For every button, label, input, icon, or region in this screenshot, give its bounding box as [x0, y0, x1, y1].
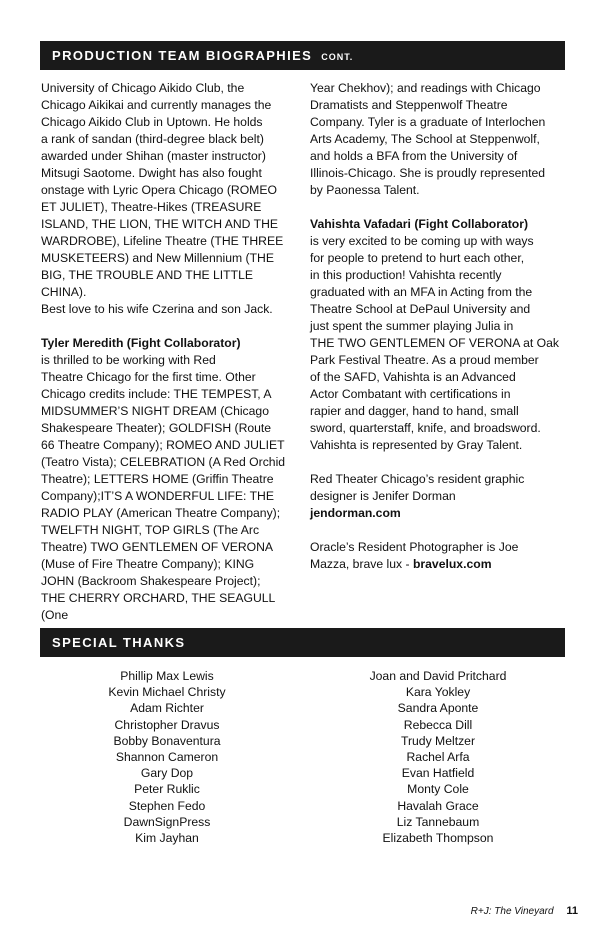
thanks-name: Gary Dop [140, 766, 194, 781]
thanks-name: Stephen Fedo [128, 798, 206, 813]
text-line: 66 Theatre Company); ROMEO AND JULIET [41, 438, 285, 452]
text-line: ISLAND, THE LION, THE WITCH AND THE [41, 217, 279, 231]
bio-name: Vahishta Vafadari (Fight Collaborator) [310, 217, 529, 231]
thanks-name: Adam Richter [130, 701, 204, 716]
text-line: for people to pretend to hurt each other, [310, 251, 525, 265]
designer-website-link[interactable]: jendorman.com [310, 506, 401, 520]
thanks-name: Havalah Grace [397, 798, 479, 813]
text-line [310, 556, 572, 573]
text-line: THE CHERRY ORCHARD, THE SEAGULL (One [41, 591, 275, 622]
text-line: Vahishta is represented by Gray Talent. [310, 438, 523, 452]
text-line: Dramatists and Steppenwolf Theatre [310, 98, 508, 112]
thanks-name: Christopher Dravus [114, 717, 220, 732]
page-footer [471, 905, 578, 917]
text-line: (Muse of Fire Theatre Company); KING [41, 557, 255, 571]
text-line: Arts Academy, The School at Steppenwolf, [310, 132, 540, 146]
bio-dwight [41, 80, 299, 318]
text-line: Theatre School at DePaul University and [310, 302, 531, 316]
thanks-name: Evan Hatfield [401, 766, 475, 781]
thanks-column-right [348, 668, 528, 846]
section-title: SPECIAL THANKS [52, 635, 186, 650]
bio-vahishta [310, 216, 572, 454]
text-line: Oracle’s Resident Photographer is Joe [310, 540, 519, 554]
text-line: ET JULIET), Theatre-Hikes (TREASURE [41, 200, 262, 214]
text-line: just spent the summer playing Julia in [310, 319, 514, 333]
text-line: Best love to his wife Czerina and son Jack. [41, 302, 273, 316]
text-line: is very excited to be coming up with ways [310, 234, 534, 248]
text-line: JOHN (Backroom Shakespeare Project); [41, 574, 261, 588]
text-line: University of Chicago Aikido Club, the [41, 81, 245, 95]
text-line: (Teatro Vista); CELEBRATION (A Red Orchid [41, 455, 286, 469]
thanks-name: Monty Cole [407, 782, 469, 797]
text-line: Theatre Chicago for the first time. Other [41, 370, 256, 384]
thanks-name: Bobby Bonaventura [113, 733, 221, 748]
text-line: Theatre); LETTERS HOME (Griffin Theatre [41, 472, 274, 486]
photographer-website-link[interactable]: bravelux.com [412, 557, 492, 571]
text-line: awarded under Shihan (master instructor) [41, 149, 266, 163]
section-cont-label: CONT. [321, 52, 354, 62]
text-line: Company);IT’S A WONDERFUL LIFE: THE [41, 489, 274, 503]
photographer-credit [310, 539, 572, 573]
text-line: of the SAFD, Vahishta is an Advanced [310, 370, 516, 384]
text-line: Chicago Aikido Club in Uptown. He holds [41, 115, 263, 129]
photographer-text: Mazza, brave lux - [310, 557, 413, 571]
text-line: sword, quarterstaff, knife, and broadsword. [310, 421, 541, 435]
text-line: Shakespeare Theater); GOLDFISH (Route [41, 421, 272, 435]
bio-column-right [310, 80, 572, 573]
text-line: MIDSUMMER’S NIGHT DREAM (Chicago [41, 404, 269, 418]
text-line: designer is Jenifer Dorman [310, 489, 456, 503]
thanks-name: Rebecca Dill [403, 717, 473, 732]
text-line: Theatre) TWO GENTLEMEN OF VERONA [41, 540, 274, 554]
section-header-biographies [40, 41, 565, 70]
text-line: TWELFTH NIGHT, TOP GIRLS (The Arc [41, 523, 260, 537]
text-line: and holds a BFA from the University of [310, 149, 518, 163]
text-line: THE TWO GENTLEMEN OF VERONA at Oak [310, 336, 559, 350]
bio-tyler [41, 335, 299, 624]
text-line: Mitsugi Saotome. Dwight has also fought [41, 166, 262, 180]
thanks-name: Phillip Max Lewis [120, 669, 214, 683]
thanks-name: DawnSignPress [123, 814, 211, 829]
text-line: RADIO PLAY (American Theatre Company); [41, 506, 281, 520]
text-line: Park Festival Theatre. As a proud member [310, 353, 539, 367]
thanks-name: Elizabeth Thompson [382, 831, 494, 846]
thanks-name: Kevin Michael Christy [108, 685, 226, 700]
text-line: by Paonessa Talent. [310, 183, 420, 197]
thanks-name: Liz Tannebaum [396, 814, 480, 829]
section-header-special-thanks [40, 628, 565, 657]
text-line: in this production! Vahishta recently [310, 268, 502, 282]
thanks-name: Kara Yokley [405, 685, 471, 700]
text-line: Chicago credits include: THE TEMPEST, A [41, 387, 272, 401]
thanks-column-left [82, 668, 252, 846]
thanks-name: Sandra Aponte [397, 701, 479, 716]
text-line: onstage with Lyric Opera Chicago (ROMEO [41, 183, 277, 197]
text-line: rapier and dagger, hand to hand, small [310, 404, 519, 418]
thanks-name: Kim Jayhan [135, 831, 199, 846]
text-line: MUSKETEERS) and New Millennium (THE [41, 251, 274, 265]
thanks-name: Peter Ruklic [134, 782, 200, 797]
bio-name: Tyler Meredith (Fight Collaborator) [41, 336, 241, 350]
text-line: Illinois-Chicago. She is proudly represented [310, 166, 546, 180]
text-line: Actor Combatant with certifications in [310, 387, 511, 401]
text-line: Chicago Aikikai and currently manages the [41, 98, 272, 112]
page-number: 11 [566, 905, 578, 917]
text-line: is thrilled to be working with Red [41, 353, 216, 367]
thanks-name: Rachel Arfa [406, 750, 470, 765]
bio-column-left [41, 80, 299, 624]
thanks-name: Joan and David Pritchard [369, 669, 507, 683]
section-title: PRODUCTION TEAM BIOGRAPHIES [52, 48, 313, 63]
thanks-name: Shannon Cameron [115, 750, 219, 765]
text-line: graduated with an MFA in Acting from the [310, 285, 533, 299]
bio-tyler-continued [310, 80, 572, 199]
text-line: BIG, THE TROUBLE AND THE LITTLE CHINA). [41, 268, 253, 299]
thanks-name: Trudy Meltzer [400, 733, 476, 748]
text-line: Year Chekhov); and readings with Chicago [310, 81, 541, 95]
text-line: a rank of sandan (third-degree black belt) [41, 132, 264, 146]
text-line: Company. Tyler is a graduate of Interlochen [310, 115, 546, 129]
text-line: Red Theater Chicago’s resident graphic [310, 472, 525, 486]
text-line: WARDROBE), Lifeline Theatre (THE THREE [41, 234, 284, 248]
designer-credit [310, 471, 572, 522]
show-title: R+J: The Vineyard [470, 906, 554, 917]
